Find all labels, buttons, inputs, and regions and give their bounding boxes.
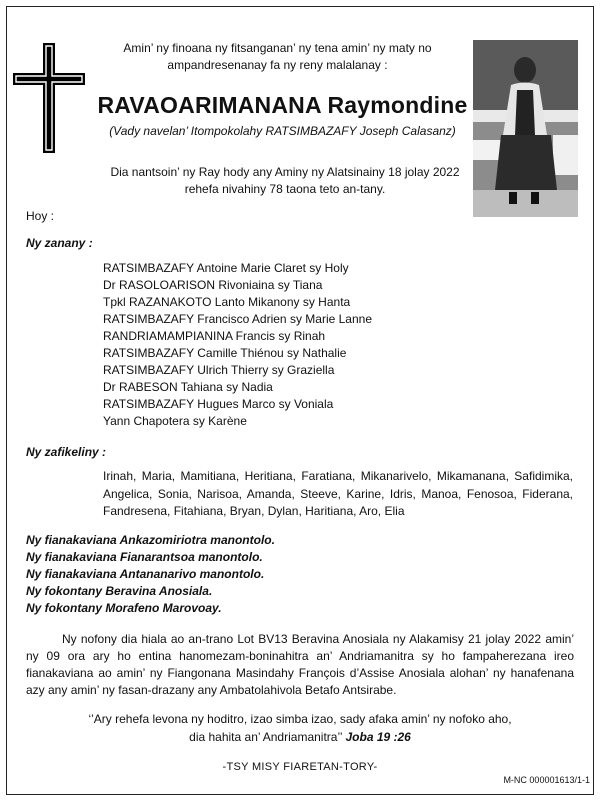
salutation: Hoy :: [26, 209, 55, 223]
children-list: [103, 260, 372, 430]
burial-details: Ny nofony dia hiala ao an-trano Lot BV13 Beravina Anosiala ny Alakamisy 21 jolay 2022 amin’ ny 09 ora ary ho entina hanomezam-boninahitra an’ Andriamanitra sy ho fampaherezana ireo fianakaviana ao amin’ ny Fiangonana Masindahy François d’Assise Anosiala alohan’ ny hanafenana azy any amin’ ny fasan-drazany any Ambatolahivola Betafo Antsirabe.: [26, 632, 574, 697]
children-heading: Ny zanany :: [26, 236, 93, 250]
spouse-line: (Vady navelan’ Itompokolahy RATSIMBAZAFY Joseph Calasanz): [109, 124, 456, 138]
bible-quote: [40, 710, 560, 746]
grandchildren-names: Irinah, Maria, Mamitiana, Heritiana, Faratiana, Mikanarivelo, Mikamanana, Safidimika, Angelica, Sonia, Narisoa, Amanda, Steeve, Karine, Idris, Manoa, Fenosoa, Fiderana, Fandresena, Fitahiana, Bryan, Dylan, Haritiana, Aro, Elia: [103, 469, 573, 518]
grandchildren-heading: Ny zafikeliny :: [26, 445, 107, 459]
footer-note: -TSY MISY FIARETAN-TORY-: [222, 761, 378, 773]
death-announcement: [100, 164, 470, 198]
list-item: Ny fokontany Morafeno Marovoay.: [26, 601, 222, 615]
list-item: RATSIMBAZAFY Antoine Marie Claret sy Holy: [103, 261, 349, 275]
death-line-2: rehefa nivahiny 78 taona teto an-tany.: [184, 182, 386, 196]
cross-icon: [13, 43, 85, 158]
list-item: RATSIMBAZAFY Ulrich Thierry sy Graziella: [103, 363, 335, 377]
quote-reference: Joba 19 :26: [345, 730, 411, 744]
list-item: RATSIMBAZAFY Camille Thiénou sy Nathalie: [103, 346, 347, 360]
list-item: RANDRIAMAMPIANINA Francis sy Rinah: [103, 329, 326, 343]
portrait-photo: [473, 40, 578, 217]
intro-line-1: Amin’ ny finoana ny fitsanganan’ ny tena amin’ ny maty no: [123, 41, 432, 55]
intro-text: [100, 40, 455, 74]
list-item: Tpkl RAZANAKOTO Lanto Mikanony sy Hanta: [103, 295, 351, 309]
reference-code: M-NC 000001613/1-1: [503, 775, 590, 785]
death-line-1: Dia nantsoin’ ny Ray hody any Aminy ny Alatsinainy 18 jolay 2022: [110, 165, 460, 179]
intro-line-2: ampandresenanay fa ny reny malalanay :: [167, 58, 388, 72]
list-item: Dr RASOLOARISON Rivoniaina sy Tiana: [103, 278, 323, 292]
list-item: Dr RABESON Tahiana sy Nadia: [103, 380, 273, 394]
list-item: RATSIMBAZAFY Hugues Marco sy Voniala: [103, 397, 334, 411]
list-item: Ny fianakaviana Fianarantsoa manontolo.: [26, 550, 263, 564]
quote-line-1: ‘’Ary rehefa levona ny hoditro, izao simba izao, sady afaka amin’ ny nofoko aho,: [88, 712, 512, 726]
list-item: RATSIMBAZAFY Francisco Adrien sy Marie Lanne: [103, 312, 372, 326]
list-item: Ny fianakaviana Ankazomiriotra manontolo.: [26, 533, 275, 547]
list-item: Ny fianakaviana Antananarivo manontolo.: [26, 567, 265, 581]
quote-line-2: dia hahita an’ Andriamanitra’’: [189, 730, 343, 744]
list-item: Yann Chapotera sy Karène: [103, 414, 247, 428]
list-item: Ny fokontany Beravina Anosiala.: [26, 584, 213, 598]
family-groups: [26, 532, 275, 617]
deceased-name: RAVAOARIMANANA Raymondine: [97, 92, 468, 118]
